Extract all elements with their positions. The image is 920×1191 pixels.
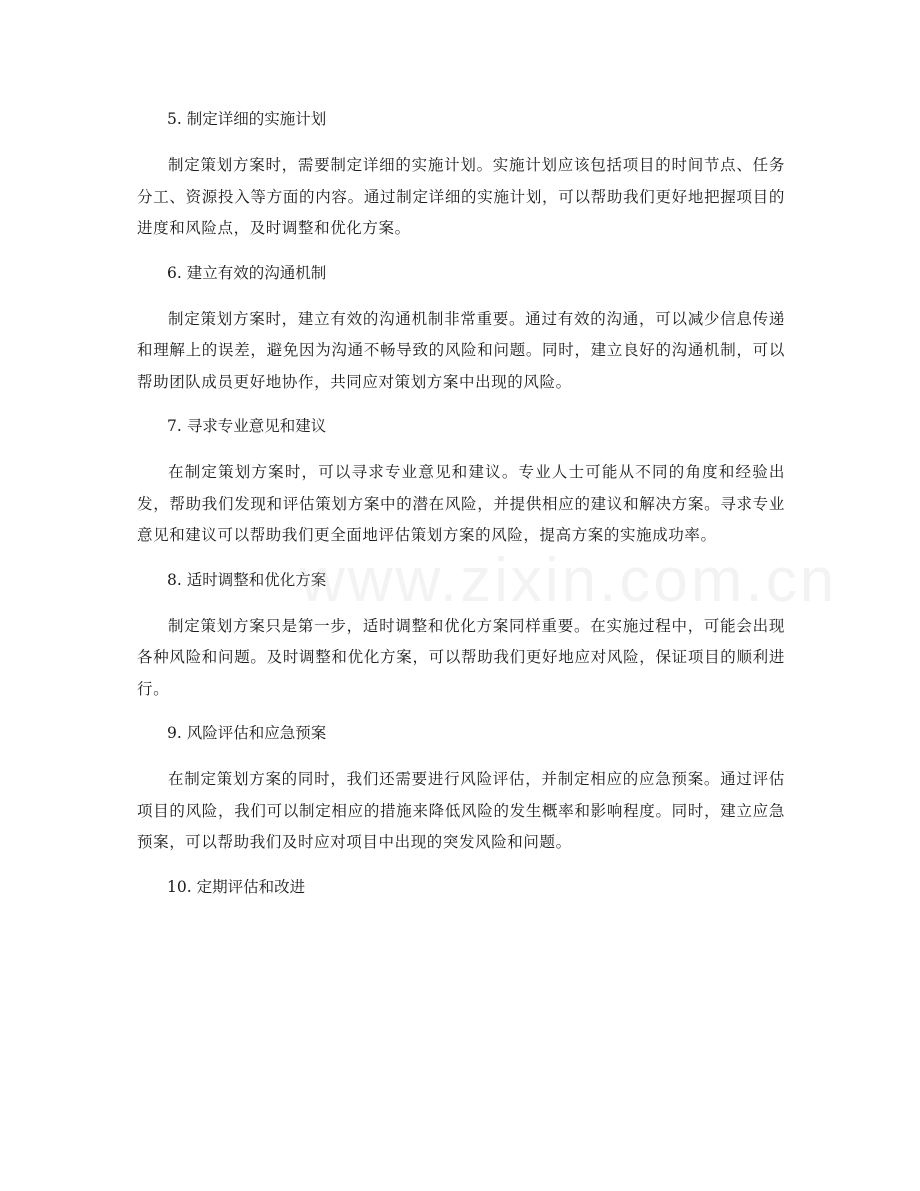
section-body-7: 在制定策划方案时，可以寻求专业意见和建议。专业人士可能从不同的角度和经验出发，帮助我们发现和评估策划方案中的潜在风险，并提供相应的建议和解决方案。寻求专业意见和建议可以帮助我们更全面地评估策划方案的风险，提高方案的实施成功率。 bbox=[137, 463, 785, 544]
section-heading-9: 9. 风险评估和应急预案 bbox=[167, 724, 327, 742]
section-heading-10: 10. 定期评估和改进 bbox=[167, 877, 306, 896]
section-body-5: 制定策划方案时，需要制定详细的实施计划。实施计划应该包括项目的时间节点、任务分工、资源投入等方面的内容。通过制定详细的实施计划，可以帮助我们更好地把握项目的进度和风险点，及时调整和优化方案。 bbox=[137, 156, 785, 237]
document-content bbox=[137, 104, 785, 918]
section-heading-6: 6. 建立有效的沟通机制 bbox=[167, 263, 327, 282]
section-heading-8: 8. 适时调整和优化方案 bbox=[167, 570, 327, 589]
watermark: www.zixin.com.cn bbox=[300, 546, 838, 615]
section-heading-5: 5. 制定详细的实施计划 bbox=[167, 110, 327, 128]
section-body-8: 制定策划方案只是第一步，适时调整和优化方案同样重要。在实施过程中，可能会出现各种风险和问题。及时调整和优化方案，可以帮助我们更好地应对风险，保证项目的顺利进行。 bbox=[137, 616, 785, 698]
section-body-6: 制定策划方案时，建立有效的沟通机制非常重要。通过有效的沟通，可以减少信息传递和理解上的误差，避免因为沟通不畅导致的风险和问题。同时，建立良好的沟通机制，可以帮助团队成员更好地协作，共同应对策划方案中出现的风险。 bbox=[137, 309, 785, 391]
section-heading-7: 7. 寻求专业意见和建议 bbox=[167, 417, 327, 435]
section-body-9: 在制定策划方案的同时，我们还需要进行风险评估，并制定相应的应急预案。通过评估项目的风险，我们可以制定相应的措施来降低风险的发生概率和影响程度。同时，建立应急预案，可以帮助我们及时应对项目中出现的突发风险和问题。 bbox=[137, 770, 785, 851]
